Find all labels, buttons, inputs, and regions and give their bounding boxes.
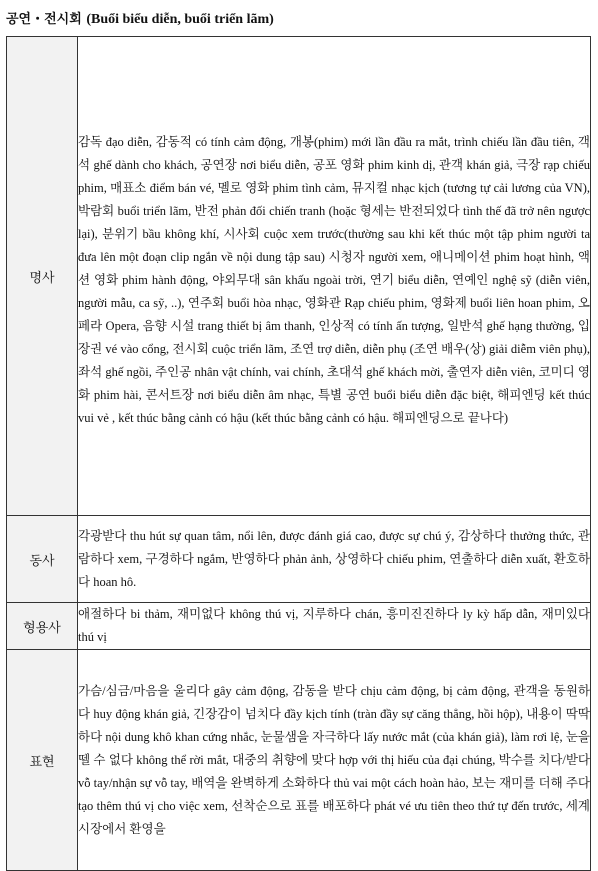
category-cell: 명사 (7, 37, 78, 516)
category-cell: 표현 (7, 650, 78, 871)
content-cell: 애절하다 bi thảm, 재미없다 không thú vị, 지루하다 chán, 흥미진진하다 ly kỳ hấp dẫn, 재미있다 thú vị (78, 603, 591, 650)
table-row-adjectives (7, 603, 591, 650)
category-cell: 형용사 (7, 603, 78, 650)
content-cell: 감독 đạo diễn, 감동적 có tính cảm động, 개봉(phim) mới lần đầu ra mắt, trình chiếu lần đầu tiên, 객석 ghế dành cho khách, 공연장 nơi biểu diễn, 공포 영화 phim kinh dị, 관객 khán giả, 극장 rạp chiếu phim, 매표소 điểm bán vé, 멜로 영화 phim tình cảm, 뮤지컬 nhạc kịch (tương tự cải lương của VN), 박람회 buổi triển lãm, 반전 phản đối chiến tranh (hoặc 형세는 반전되었다 tình thế đã trở nên ngược lại), 분위기 bầu không khí, 시사회 cuộc xem trước(thường sau khi kết thúc một tập phim người ta đưa lên một đoạn clip ngắn về nội dung tập sau) 시청자 người xem, 애니메이션 phim hoạt hình, 액션 영화 phim hành động, 야외무대 sân khấu ngoài trời, 연기 biểu diễn, 연예인 nghệ sỹ (diễn viên, người mẫu, ca sỹ, ..), 연주회 buổi hòa nhạc, 영화관 Rạp chiếu phim, 영화제 buổi liên hoan phim, 오페라 Opera, 음향 시설 trang thiết bị âm thanh, 인상적 có tính ấn tượng, 일반석 ghế hạng thường, 입장권 vé vào cổng, 전시회 cuộc triển lãm, 조연 trợ diễn, diễn phụ (조연 배우(상) giải diễm viên phụ), 좌석 ghế ngồi, 주인공 nhân vật chính, vai chính, 초대석 ghế khách mời, 출연자 diễn viên, 코미디 영화 phim hài, 콘서트장 nơi biểu diễn âm nhạc, 특별 공연 buổi biểu diễn đặc biệt, 해피엔딩 kết thúc vui vẻ , kết thúc bằng cảnh có hậu (kết thúc bằng cảnh có hậu. 해피엔딩으로 끝나다) (78, 37, 591, 516)
vocabulary-table (6, 36, 591, 871)
table-row-nouns (7, 37, 591, 516)
table-row-expressions (7, 650, 591, 871)
category-cell: 동사 (7, 516, 78, 603)
table-row-verbs (7, 516, 591, 603)
title-korean: 공연・전시회 (6, 12, 82, 27)
content-cell: 각광받다 thu hút sự quan tâm, nổi lên, được đánh giá cao, được sự chú ý, 감상하다 thưởng thức, 관람하다 xem, 구경하다 ngắm, 반영하다 phản ảnh, 상영하다 chiếu phim, 연출하다 diễn xuất, 환호하다 hoan hô. (78, 516, 591, 603)
page-title (6, 8, 274, 28)
title-vietnamese: (Buổi biểu diễn, buổi triển lãm) (86, 12, 274, 27)
content-cell: 가슴/심금/마음을 울리다 gây cảm động, 감동을 받다 chịu cảm động, bị cảm động, 관객을 동원하다 huy động khán giả, 긴장감이 넘치다 đầy kịch tính (tràn đầy sự căng thẳng, hồi hộp), 내용이 딱딱하다 nội dung khô khan cứng nhắc, 눈물샘을 자극하다 lấy nước mắt (của khán giả), làm rơi lệ, 눈을 뗄 수 없다 không thể rời mắt, 대중의 취향에 맞다 hợp với thị hiếu của đại chúng, 박수를 치다/받다 vỗ tay/nhận sự vỗ tay, 배역을 완벽하게 소화하다 thủ vai một cách hoàn hảo, 보는 재미를 더해 주다 tạo thêm thú vị cho việc xem, 선착순으로 표를 배포하다 phát vé ưu tiên theo thứ tự đến trước, 세계 시장에서 환영을 (78, 650, 591, 871)
